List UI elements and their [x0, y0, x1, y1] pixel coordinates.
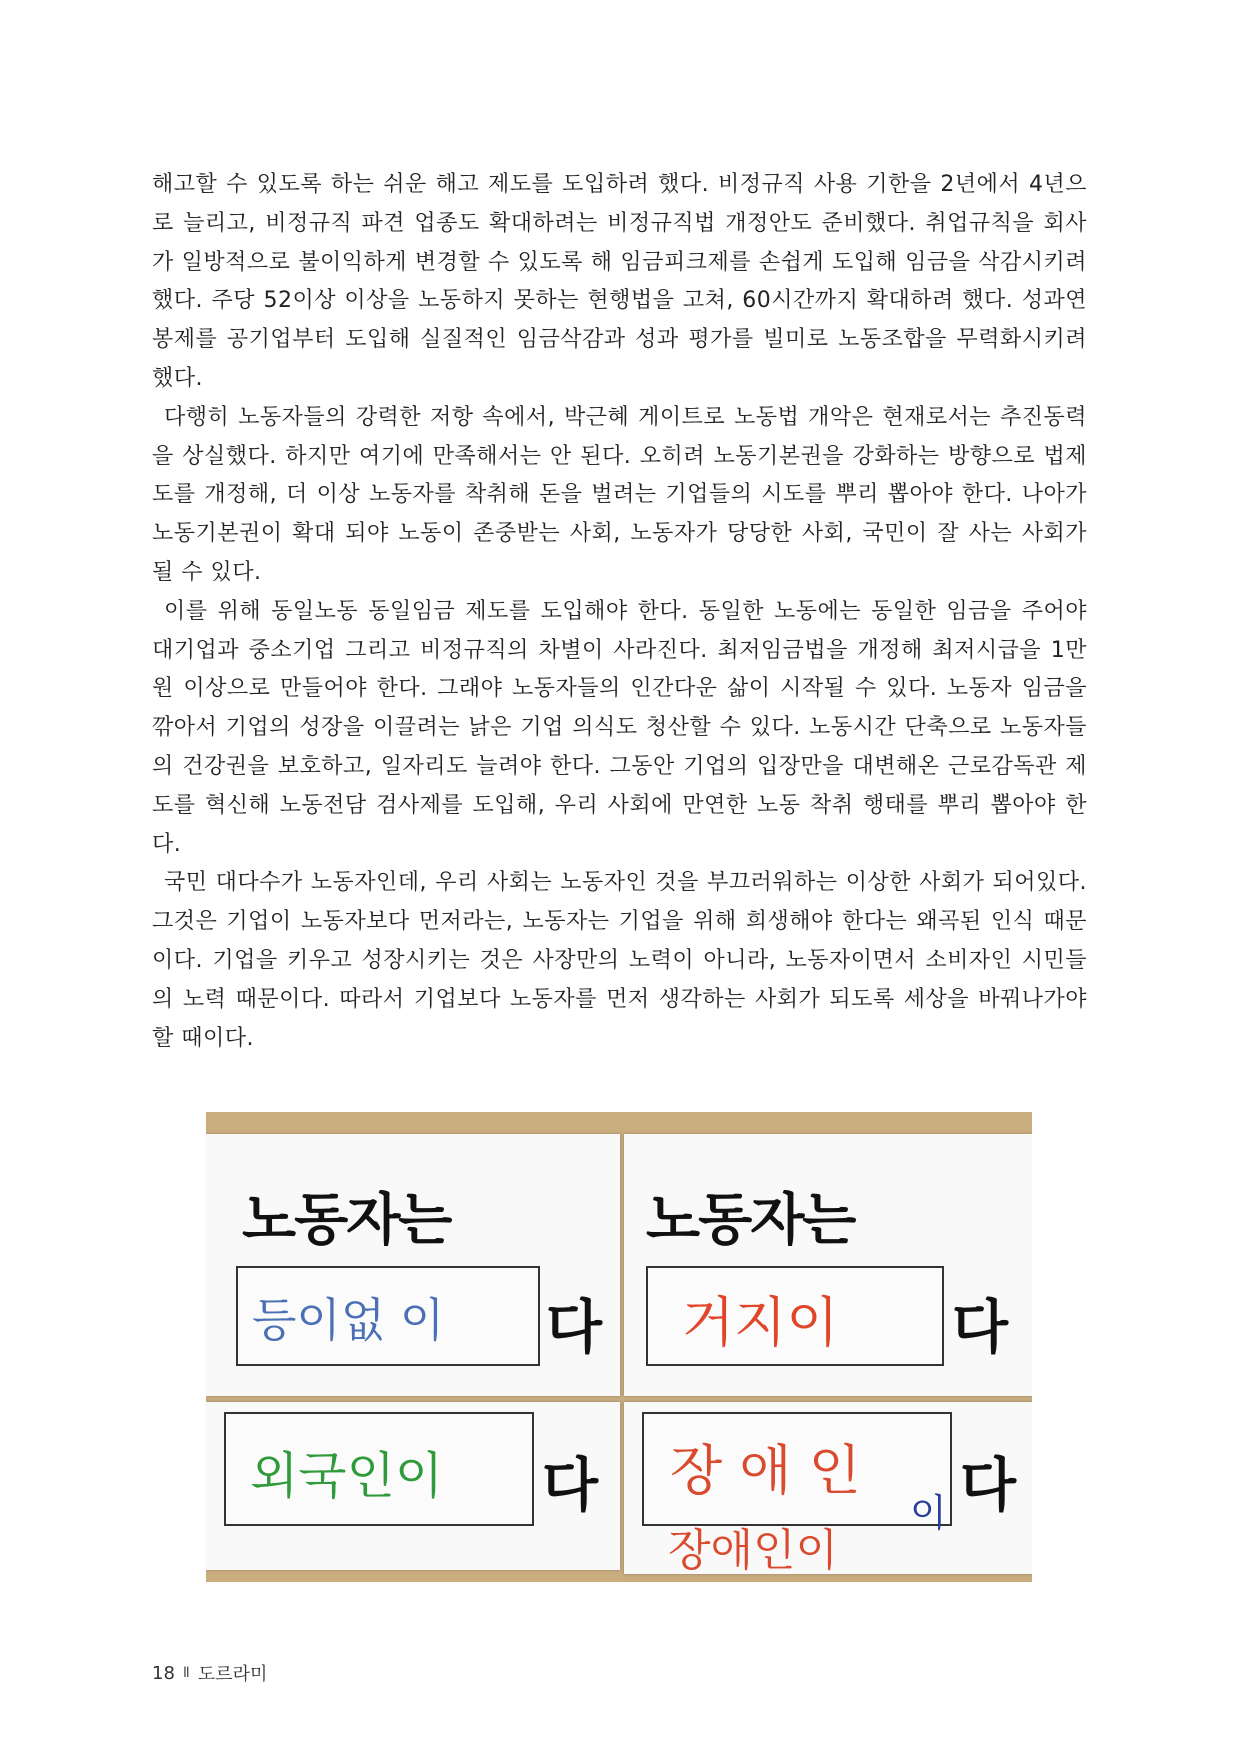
- sign-sheet-top-left: [206, 1134, 620, 1396]
- sign-suffix: 다: [960, 1451, 1017, 1519]
- publication-name: 도르라미: [197, 1664, 268, 1685]
- sign-suffix: 다: [546, 1293, 603, 1361]
- sign-blank-box: [642, 1412, 952, 1526]
- sign-sheet-top-right: [624, 1134, 1032, 1396]
- handwritten-answer: 외국인이: [250, 1447, 444, 1505]
- sign-heading: 노동자는: [646, 1188, 855, 1253]
- sign-heading: 노동자는: [242, 1188, 451, 1253]
- handwritten-answer: 거지이: [682, 1291, 839, 1354]
- handwritten-answer: 장 애 인: [670, 1439, 861, 1502]
- sign-sheet-bottom-left: [206, 1402, 620, 1570]
- paragraph: 다행히 노동자들의 강력한 저항 속에서, 박근혜 게이트로 노동법 개악은 현재로서는 추진동력을 상실했다. 하지만 여기에 만족해서는 안 된다. 오히려 노동기본권을 강화하는 방향으로 법제도를 개정해, 더 이상 노동자를 착취해 돈을 벌려는 기업들의 시도를 뿌리 뽑아야 한다. 나아가 노동기본권이 확대 되야 노동이 존중받는 사회, 노동자가 당당한 사회, 국민이 잘 사는 사회가 될 수 있다.: [152, 404, 1087, 585]
- footer-separator: Ⅱ: [182, 1665, 190, 1681]
- paragraph: 국민 대다수가 노동자인데, 우리 사회는 노동자인 것을 부끄러워하는 이상한 사회가 되어있다. 그것은 기업이 노동자보다 먼저라는, 노동자는 기업을 위해 희생해야 한다는 왜곡된 인식 때문이다. 기업을 키우고 성장시키는 것은 사장만의 노력이 아니라, 노동자이면서 소비자인 시민들의 노력 때문이다. 따라서 기업보다 노동자를 먼저 생각하는 사회가 되도록 세상을 바꿔나가야 할 때이다.: [152, 870, 1087, 1051]
- article-body: [152, 166, 1087, 1058]
- sign-suffix: 다: [542, 1451, 599, 1519]
- page-footer: [152, 1660, 267, 1686]
- handwritten-answer-extra: 장애인이: [668, 1525, 839, 1576]
- handwritten-correction: 이: [910, 1491, 947, 1535]
- paragraph: 해고할 수 있도록 하는 쉬운 해고 제도를 도입하려 했다. 비정규직 사용 기한을 2년에서 4년으로 늘리고, 비정규직 파견 업종도 확대하려는 비정규직법 개정안도 준비했다. 취업규칙을 회사가 일방적으로 불이익하게 변경할 수 있도록 해 임금피크제를 손쉽게 도입해 임금을 삭감시키려 했다. 주당 52이상 이상을 노동하지 못하는 현행법을 고쳐, 60시간까지 확대하려 했다. 성과연봉제를 공기업부터 도입해 실질적인 임금삭감과 성과 평가를 빌미로 노동조합을 무력화시키려 했다.: [152, 172, 1087, 391]
- sign-blank-box: [224, 1412, 534, 1526]
- sign-suffix: 다: [952, 1293, 1009, 1361]
- page-number: 18: [152, 1662, 175, 1684]
- sign-sheet-bottom-right: [624, 1402, 1032, 1574]
- sign-blank-box: [236, 1266, 540, 1366]
- paragraph: 이를 위해 동일노동 동일임금 제도를 도입해야 한다. 동일한 노동에는 동일한 임금을 주어야 대기업과 중소기업 그리고 비정규직의 차별이 사라진다. 최저임금법을 개정해 최저시급을 1만 원 이상으로 만들어야 한다. 그래야 노동자들의 인간다운 삶이 시작될 수 있다. 노동자 임금을 깎아서 기업의 성장을 이끌려는 낡은 기업 의식도 청산할 수 있다. 노동시간 단축으로 노동자들의 건강권을 보호하고, 일자리도 늘려야 한다. 그동안 기업의 입장만을 대변해온 근로감독관 제도를 혁신해 노동전담 검사제를 도입해, 우리 사회에 만연한 노동 착취 행태를 뿌리 뽑아야 한다.: [152, 598, 1087, 857]
- photo-protest-signs: [206, 1112, 1032, 1582]
- sign-blank-box: [646, 1266, 944, 1366]
- handwritten-answer: 등이없 이: [252, 1293, 445, 1347]
